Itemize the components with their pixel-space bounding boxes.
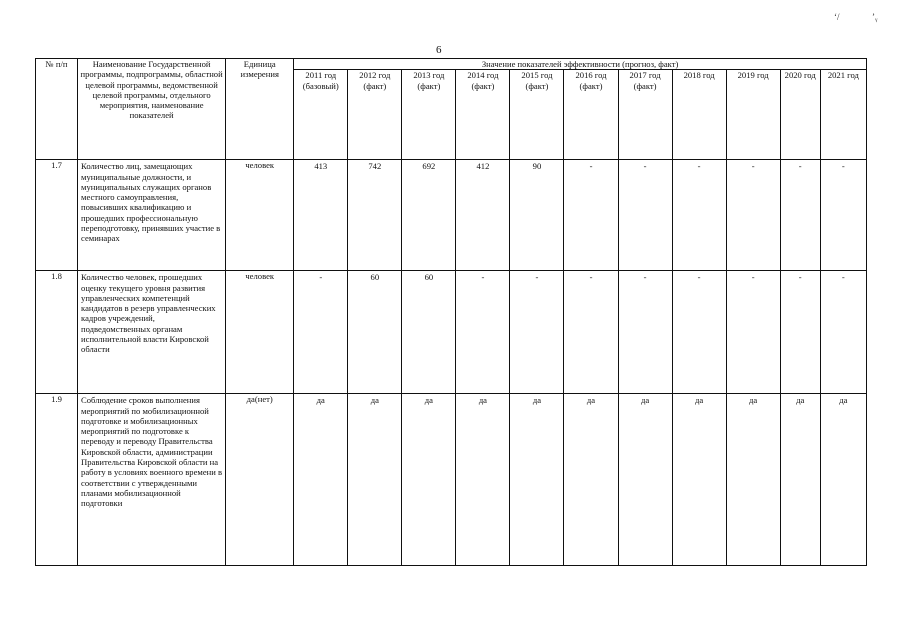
row-value: да (820, 394, 866, 566)
row-value: - (294, 271, 348, 394)
row-value: да (402, 394, 456, 566)
header-year: 2013 год (факт) (402, 70, 456, 160)
row-value: да (726, 394, 780, 566)
row-num: 1.8 (36, 271, 78, 394)
row-value: - (726, 160, 780, 271)
row-unit: человек (226, 271, 294, 394)
row-value: 412 (456, 160, 510, 271)
header-name: Наименование Государственной программы, подпрограммы, областной целевой программы, ведомственной целевой программы, отдельного мероприятия, наименование показателей (78, 59, 226, 160)
row-value: - (564, 271, 618, 394)
page-number: 6 (436, 44, 442, 56)
table-row (36, 160, 867, 271)
row-value: - (564, 160, 618, 271)
header-year: 2011 год (базовый) (294, 70, 348, 160)
row-value: 60 (348, 271, 402, 394)
row-name: Соблюдение сроков выполнения мероприятий по мобилизационной подготовке и мобилизационных мероприятий по подготовке к переводу и переводу Правительства Кировской области, администрации Правительства Кировской области на работу в условиях военного времени в соответствии с утвержденными планами мобилизационной подготовки (78, 394, 226, 566)
header-unit: Единица измерения (226, 59, 294, 160)
header-year: 2012 год (факт) (348, 70, 402, 160)
row-value: - (672, 160, 726, 271)
header-year: 2020 год (780, 70, 820, 160)
row-value: да (294, 394, 348, 566)
header-year: 2015 год (факт) (510, 70, 564, 160)
row-unit: человек (226, 160, 294, 271)
row-value: 692 (402, 160, 456, 271)
row-value: да (510, 394, 564, 566)
header-num: № п/п (36, 59, 78, 160)
row-num: 1.9 (36, 394, 78, 566)
row-value: да (348, 394, 402, 566)
row-value: да (672, 394, 726, 566)
row-value: - (820, 160, 866, 271)
row-value: да (780, 394, 820, 566)
row-value: - (780, 271, 820, 394)
row-value: да (456, 394, 510, 566)
row-value: да (564, 394, 618, 566)
corner-mark: ʻ/ (834, 12, 840, 22)
row-value: - (726, 271, 780, 394)
row-value: - (510, 271, 564, 394)
row-num: 1.7 (36, 160, 78, 271)
header-year: 2018 год (672, 70, 726, 160)
table-row (36, 394, 867, 566)
corner-mark: ʼᵧ (872, 12, 878, 22)
row-value: - (618, 271, 672, 394)
row-unit: да(нет) (226, 394, 294, 566)
row-name: Количество лиц, замещающих муниципальные должности, и муниципальных служащих органов местного самоуправления, повысивших квалификацию и прошедших профессиональную переподготовку, принявших участие в семинарах (78, 160, 226, 271)
indicators-table (35, 58, 867, 566)
row-value: - (780, 160, 820, 271)
header-year: 2017 год (факт) (618, 70, 672, 160)
row-value: - (456, 271, 510, 394)
row-name: Количество человек, прошедших оценку текущего уровня развития управленческих компетенций кандидатов в резерв управленческих кадров учреждений, подведомственных органам исполнительной власти Кировской области (78, 271, 226, 394)
row-value: - (672, 271, 726, 394)
header-year: 2021 год (820, 70, 866, 160)
header-values-group: Значение показателей эффективности (прогноз, факт) (294, 59, 867, 70)
row-value: 742 (348, 160, 402, 271)
row-value: - (618, 160, 672, 271)
row-value: 60 (402, 271, 456, 394)
row-value: 90 (510, 160, 564, 271)
row-value: - (820, 271, 866, 394)
header-year: 2016 год (факт) (564, 70, 618, 160)
header-year: 2019 год (726, 70, 780, 160)
row-value: 413 (294, 160, 348, 271)
table-row (36, 271, 867, 394)
row-value: да (618, 394, 672, 566)
header-year: 2014 год (факт) (456, 70, 510, 160)
